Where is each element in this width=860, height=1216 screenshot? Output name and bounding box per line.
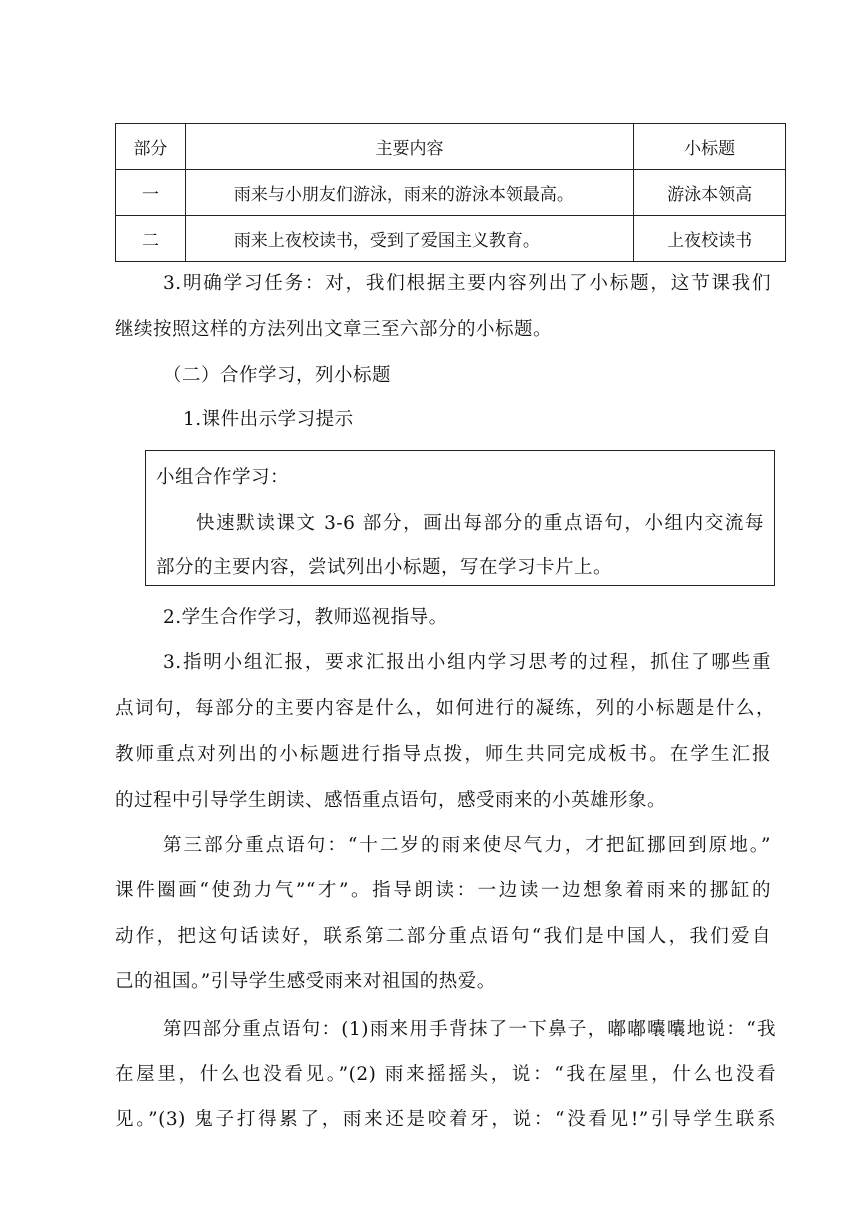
table-header-cell: 部分 — [116, 124, 186, 170]
table-row — [116, 170, 786, 216]
table-cell-content: 雨来与小朋友们游泳，雨来的游泳本领最高。 — [185, 170, 633, 216]
table-cell-part: 一 — [116, 170, 186, 216]
table-cell-content: 雨来上夜校读书，受到了爱国主义教育。 — [185, 216, 633, 262]
paragraph-line: 在屋里，什么也没看见。”(2) 雨来摇摇头，说：“我在屋里，什么也没看 — [115, 1064, 776, 1085]
paragraph-line: 的过程中引导学生朗读、感悟重点语句，感受雨来的小英雄形象。 — [115, 790, 667, 811]
table-cell-title: 游泳本领高 — [634, 170, 786, 216]
paragraph-line: 己的祖国。”引导学生感受雨来对祖国的热爱。 — [115, 971, 496, 992]
step-heading: 1.课件出示学习提示 — [183, 409, 354, 430]
study-tip-line: 部分的主要内容，尝试列出小标题，写在学习卡片上。 — [156, 557, 613, 578]
table-header-cell: 小标题 — [634, 124, 786, 170]
paragraph-line: 点词句，每部分的主要内容是什么，如何进行的凝练，列的小标题是什么， — [115, 698, 775, 719]
summary-table — [115, 123, 786, 262]
step-heading: 2.学生合作学习，教师巡视指导。 — [163, 607, 448, 628]
paragraph-line: 第三部分重点语句：“十二岁的雨来使尽气力，才把缸挪回到原地。” — [163, 835, 771, 856]
section-heading: （二）合作学习，列小标题 — [163, 365, 392, 386]
table-header-row — [116, 124, 786, 170]
paragraph-line: 3.指明小组汇报，要求汇报出小组内学习思考的过程，抓住了哪些重 — [163, 652, 771, 673]
table-cell-part: 二 — [116, 216, 186, 262]
table-header-cell: 主要内容 — [185, 124, 633, 170]
table-cell-title: 上夜校读书 — [634, 216, 786, 262]
paragraph-line: 教师重点对列出的小标题进行指导点拨，师生共同完成板书。在学生汇报 — [115, 744, 771, 765]
paragraph-line: 动作，把这句话读好，联系第二部分重点语句“我们是中国人，我们爱自 — [115, 926, 771, 947]
paragraph-line: 第四部分重点语句：(1)雨来用手背抹了一下鼻子，嘟嘟囔囔地说：“我 — [163, 1019, 776, 1040]
paragraph-line: 课件圈画“使劲力气”“才”。指导朗读：一边读一边想象着雨来的挪缸的 — [115, 880, 771, 901]
paragraph-line: 继续按照这样的方法列出文章三至六部分的小标题。 — [115, 319, 553, 340]
paragraph-line: 3.明确学习任务：对，我们根据主要内容列出了小标题，这节课我们 — [163, 273, 771, 294]
study-tip-line: 快速默读课文 3-6 部分，画出每部分的重点语句，小组内交流每 — [196, 513, 764, 534]
paragraph-line: 见。”(3) 鬼子打得累了，雨来还是咬着牙，说：“没看见!”引导学生联系 — [115, 1109, 776, 1130]
study-tip-title: 小组合作学习： — [156, 467, 290, 488]
table-row — [116, 216, 786, 262]
